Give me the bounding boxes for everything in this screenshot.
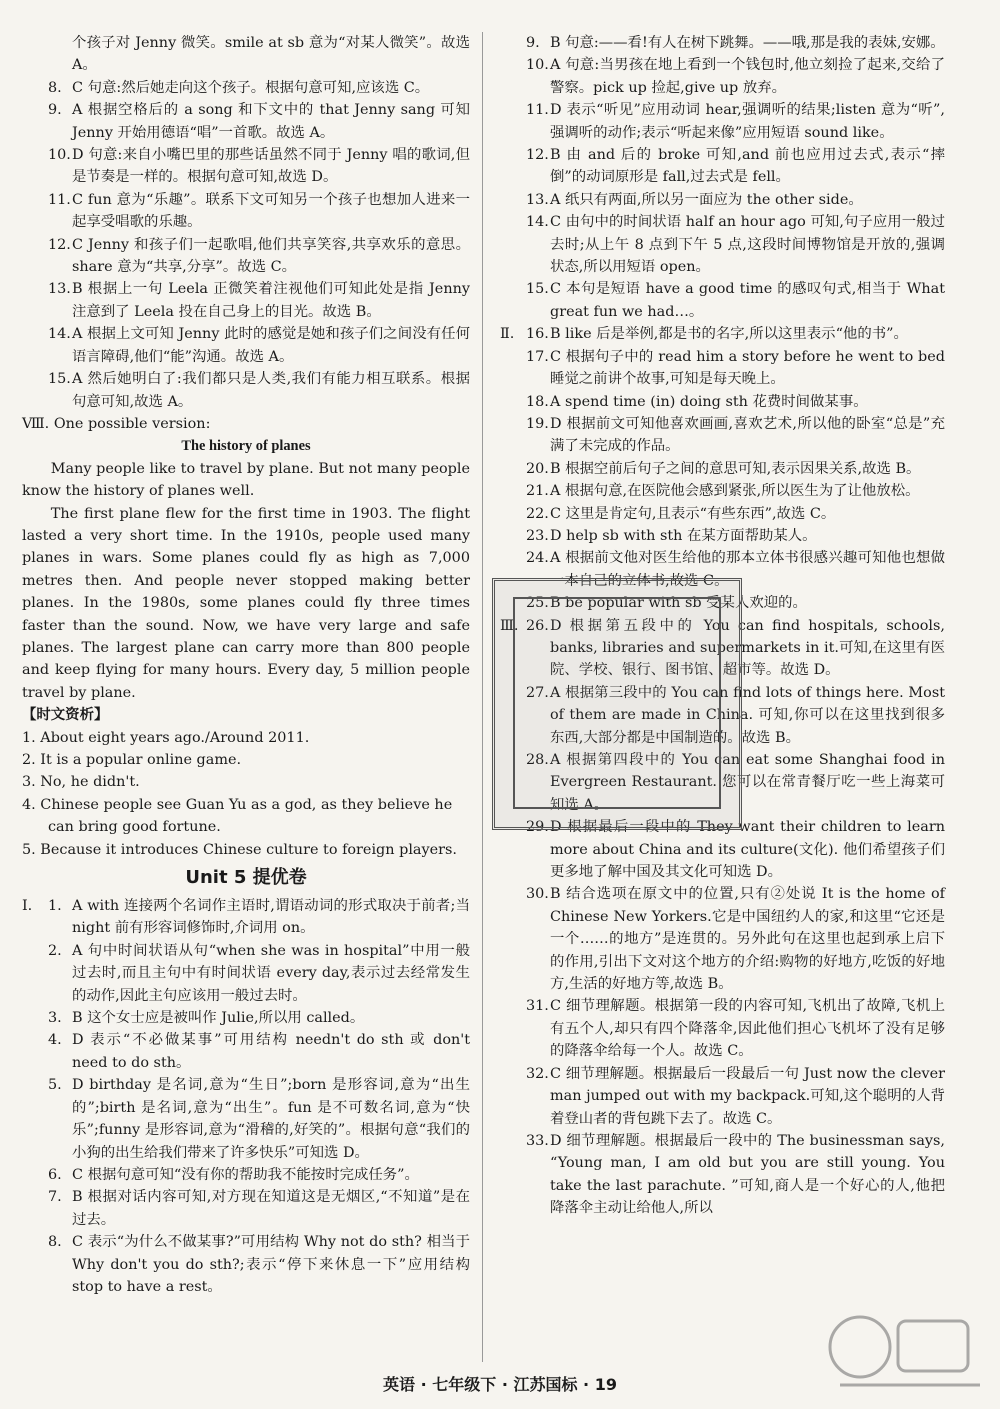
answer-item — [22, 99, 470, 144]
answer-number: 12. — [526, 147, 549, 164]
answer-item — [500, 278, 945, 323]
answer-number: 10. — [48, 147, 71, 164]
answer-item — [500, 346, 945, 391]
answer-text: A 句中时间状语从句“when she was in hospital”中用一般过去时,而且主句中有时间状语 every day,表示过去经常发生的动作,因此主句应该用一般过去时。 — [72, 942, 470, 1004]
answer-text: A 根据空格后的 a song 和下文中的 that Jenny sang 可知 Jenny 开始用德语“唱”一首歌。故选 A。 — [72, 102, 470, 141]
answer-text: C 根据句意可知“没有你的帮助我不能按时完成任务”。 — [72, 1166, 419, 1183]
answer-item — [22, 895, 470, 940]
answer-number: 14. — [526, 214, 549, 231]
answer-item — [22, 368, 470, 413]
answer-item — [500, 189, 945, 211]
answer-number: 15. — [526, 281, 549, 298]
answer-text: B like 后是举例,都是书的名字,所以这里表示“他的书”。 — [550, 326, 908, 343]
answer-text: A 根据第四段中的 You can eat some Shanghai food in Evergreen Restaurant. 您可以在常青餐厅吃一些上海菜可知选 A。 — [550, 752, 945, 813]
answer-text: C 句意:然后她走向这个孩子。根据句意可知,应该选 C。 — [72, 79, 430, 96]
answer-text: C 细节理解题。根据第一段的内容可知,飞机出了故障,飞机上有五个人,却只有四个降落伞,因此他们担心飞机坏了没有足够的降落伞给每一个人。故选 C。 — [550, 998, 945, 1060]
answer-number: 13. — [526, 191, 549, 208]
answer-item — [500, 32, 945, 54]
answer-item — [500, 525, 945, 547]
answer-continuation: 个孩子对 Jenny 微笑。smile at sb 意为“对某人微笑”。故选 A。 — [72, 35, 470, 74]
answer-text: B 根据对话内容可知,对方现在知道这是无烟区,“不知道”是在过去。 — [72, 1189, 470, 1228]
answer-item — [22, 234, 470, 279]
answer-text: B 结合选项在原文中的位置,只有②处说 It is the home of Chinese New Yorkers.它是中国纽约人的家,和这里“它还是一个……的地方”是连贯的。另外此句在这里也起到承上启下的作用,引出下文对这个地方的介绍:购物的好地方,吃饭的好地方,生活的好地方等,故选 B。 — [550, 886, 945, 993]
reading-answer: 1. About eight years ago./Around 2011. — [22, 729, 310, 746]
answer-number: 10. — [526, 57, 549, 74]
unit-title: Unit 5 提优卷 — [185, 867, 307, 889]
answer-number: 18. — [526, 393, 549, 410]
answer-text: A 根据上文可知 Jenny 此时的感觉是她和孩子们之间没有任何语言障碍,他们“能”沟通。故选 A。 — [72, 326, 470, 365]
answer-item — [22, 940, 470, 1007]
answer-number: 15. — [48, 371, 71, 388]
answer-text: D birthday 是名词,意为“生日”;born 是形容词,意为“出生的”;birth 是名词,意为“出生”。fun 是不可数名词,意为“快乐”;funny 是形容词,意为“滑稽的,好笑的”。根据句意“我们的小狗的出生给我们带来了许多快乐”可知选 D。 — [72, 1077, 470, 1161]
answer-text: C 本句是短语 have a good time 的感叹句式,相当于 What great fun we had…。 — [550, 281, 945, 320]
answer-item — [500, 391, 945, 413]
answer-number: 22. — [526, 505, 549, 522]
answer-number: 19. — [526, 415, 549, 432]
answer-number: 24. — [526, 550, 549, 567]
answer-item — [500, 413, 945, 458]
answer-number: 8. — [48, 1234, 62, 1251]
answer-number: 8. — [48, 79, 62, 96]
answer-number: 21. — [526, 483, 549, 500]
answer-text: D 根据最后一段中的 They want their children to learn more about China and its culture(文化). 他们希望孩子们更多地了解中国及其文化可知选 D。 — [550, 819, 945, 881]
answer-item — [22, 1007, 470, 1029]
answer-item — [22, 1186, 470, 1231]
left-column — [22, 32, 470, 1298]
answer-text: A 然后她明白了:我们都只是人类,我们有能力相互联系。根据句意可知,故选 A。 — [72, 371, 470, 410]
answer-text: C 表示“为什么不做某事?”可用结构 Why not do sth? 相当于 Why don't you do sth?;表示“停下来休息一下”应用结构 stop to have a rest。 — [72, 1234, 470, 1295]
answer-number: 13. — [48, 281, 71, 298]
answer-text: C 细节理解题。根据最后一段最后一句 Just now the clever man jumped out with my backpack.可知,这个聪明的人背着登山者的背包跳下去了。故选 C。 — [550, 1065, 945, 1127]
answer-number: 5. — [48, 1077, 62, 1094]
answer-text: C 这里是肯定句,且表示“有些东西”,故选 C。 — [550, 505, 836, 522]
essay-paragraph: The first plane flew for the first time in 1903. The flight lasted a very short time. In the 1910s, people used many planes in wars. Some planes could fly as high as 7,000 metres then. And people never stopped making better planes. In the 1980s, some planes could fly three times faster than the sound. Now, we have very large and safe planes. The largest plane can carry more than 800 people and keep flying for many hours. Every day, 5 million people travel by plane. — [22, 505, 470, 701]
answer-number: 7. — [48, 1189, 62, 1206]
answer-item — [500, 458, 945, 480]
essay-paragraph: Many people like to travel by plane. But not many people know the history of planes well. — [22, 460, 470, 500]
reading-answer: 3. No, he didn't. — [22, 774, 140, 791]
answer-item — [500, 503, 945, 525]
answer-number: 3. — [48, 1010, 62, 1027]
answer-text: B 句意:——看!有人在树下跳舞。——哦,那是我的表妹,安娜。 — [550, 35, 945, 51]
answer-text: C fun 意为“乐趣”。联系下文可知另一个孩子也想加人进来一起享受唱歌的乐趣。 — [72, 191, 470, 231]
answer-item — [22, 77, 470, 99]
answer-item — [500, 99, 945, 144]
answer-text: A 根据第三段中的 You can find lots of things here. Most of them are made in China. 可知,你可以在这里找到很多东西,大部分都是中国制造的。故选 B。 — [550, 684, 945, 746]
answer-number: 12. — [48, 236, 71, 253]
reading-answer: 5. Because it introduces Chinese culture to foreign players. — [22, 841, 457, 858]
essay-title: The history of planes — [181, 438, 311, 455]
answer-number: 26. — [526, 617, 549, 634]
answer-text: D 句意:来自小嘴巴里的那些话虽然不同于 Jenny 唱的歌词,但是节奏是一样的。根据句意可知,故选 D。 — [72, 147, 470, 186]
page-footer: 英语 · 七年级下 · 江苏国标 · 19 — [383, 1375, 617, 1394]
answer-text: C 由句中的时间状语 half an hour ago 可知,句子应用一般过去时;从上午 8 点到下午 5 点,这段时间博物馆是开放的,强调状态,所以用短语 open。 — [550, 214, 945, 276]
answer-item — [500, 323, 945, 345]
column-divider — [482, 32, 483, 1362]
answer-number: 4. — [48, 1032, 62, 1049]
answer-number: 11. — [526, 102, 549, 119]
answer-number: 9. — [48, 102, 62, 119]
answer-text: A spend time (in) doing sth 花费时间做某事。 — [550, 393, 868, 410]
answer-number: 30. — [526, 886, 549, 903]
section-numeral: Ⅲ. — [500, 617, 519, 634]
answer-text: D help sb with sth 在某方面帮助某人。 — [550, 527, 817, 544]
answer-number: 32. — [526, 1065, 549, 1082]
answer-item — [500, 1130, 945, 1220]
answer-text: B 这个女士应是被叫作 Julie,所以用 called。 — [72, 1010, 365, 1027]
answer-text: C 根据句子中的 read him a story before he went to bed 睡觉之前讲个故事,可知是每天晚上。 — [550, 348, 945, 388]
answer-item — [500, 995, 945, 1062]
answer-number: 17. — [526, 348, 549, 365]
answer-item — [22, 1029, 470, 1074]
answer-text: A 根据句意,在医院他会感到紧张,所以医生为了让他放松。 — [550, 483, 920, 500]
essay-label: Ⅷ. One possible version: — [22, 415, 211, 432]
answer-item — [22, 323, 470, 368]
reading-answer: 4. Chinese people see Guan Yu as a god, as they believe he can bring good fortune. — [22, 796, 453, 836]
reading-answer: 2. It is a popular online game. — [22, 752, 242, 768]
answer-text: A 句意:当男孩在地上看到一个钱包时,他立刻捡了起来,交给了警察。pick up 捡起,give up 放弃。 — [550, 57, 945, 96]
inspection-stamp — [492, 578, 742, 830]
answer-text: B 根据空前后句子之间的意思可知,表示因果关系,故选 B。 — [550, 460, 921, 477]
section-heading: 【时文资析】 — [22, 707, 109, 724]
answer-text: D 表示“不必做某事”可用结构 needn't do sth 或 don't need to do sth。 — [72, 1032, 470, 1071]
answer-text: B 由 and 后的 broke 可知,and 前也应用过去式,表示“摔倒”的动词原形是 fall,过去式是 fell。 — [550, 147, 945, 186]
answer-number: 11. — [48, 191, 71, 208]
answer-number: 33. — [526, 1132, 549, 1149]
answer-number: 25. — [526, 595, 549, 612]
answer-item — [500, 144, 945, 189]
answer-item — [500, 480, 945, 502]
answer-text: A 根据前文他对医生给他的那本立体书很感兴趣可知他也想做一本自己的立体书,故选 C。 — [550, 550, 945, 589]
answer-text: D 细节理解题。根据最后一段中的 The businessman says, “Young man, I am old but you are still young. You take the last parachute. ”可知,商人是一个好心的人,他把降落伞主动让给他人,所以 — [550, 1132, 945, 1217]
answer-number: 14. — [48, 326, 71, 343]
stamp-inner-frame — [513, 597, 721, 809]
answer-item — [500, 54, 945, 99]
answer-text: D 根据前文可知他喜欢画画,喜欢艺术,所以他的卧室“总是”充满了未完成的作品。 — [550, 415, 945, 455]
answer-number: 1. — [48, 898, 62, 915]
answer-number: 29. — [526, 819, 549, 836]
answer-item — [22, 1074, 470, 1164]
answer-text: D 根据第五段中的 You can find hospitals, schools, banks, libraries and supermarkets in it.可知,在这里有医院、学校、银行、图书馆、超市等。故选 D。 — [550, 617, 945, 679]
answer-text: D 表示“听见”应用动词 hear,强调听的结果;listen 意为“听”,强调听的动作;表示“听起来像”应用短语 sound like。 — [550, 102, 945, 141]
answer-item — [500, 883, 945, 995]
answer-text: B 根据上一句 Leela 正微笑着注视他们可知此处是指 Jenny 注意到了 Leela 投在自己身上的目光。故选 B。 — [72, 281, 470, 320]
answer-text: A 纸只有两面,所以另一面应为 the other side。 — [550, 191, 863, 208]
answer-text: C Jenny 和孩子们一起歌唱,他们共享笑容,共享欢乐的意思。share 意为“共享,分享”。故选 C。 — [72, 236, 470, 276]
answer-number: 27. — [526, 684, 549, 701]
section-numeral: Ⅱ. — [500, 326, 515, 343]
answer-number: 2. — [48, 942, 62, 959]
answer-item — [500, 1063, 945, 1130]
answer-number: 20. — [526, 460, 549, 477]
answer-text: A with 连接两个名词作主语时,谓语动词的形式取决于前者;当 night 前有形容词修饰时,介词用 on。 — [72, 898, 470, 937]
answer-number: 9. — [526, 35, 540, 51]
answer-number: 23. — [526, 527, 549, 544]
answer-item — [22, 1164, 470, 1186]
answer-item — [22, 144, 470, 189]
answer-number: 31. — [526, 998, 549, 1015]
section-numeral: Ⅰ. — [22, 898, 33, 915]
answer-item — [22, 278, 470, 323]
answer-text: B be popular with sb 受某人欢迎的。 — [550, 595, 807, 612]
answer-item — [22, 1231, 470, 1298]
answer-number: 6. — [48, 1166, 62, 1183]
answer-item — [22, 189, 470, 234]
answer-item — [500, 211, 945, 278]
answer-number: 28. — [526, 752, 549, 768]
answer-number: 16. — [526, 326, 549, 343]
